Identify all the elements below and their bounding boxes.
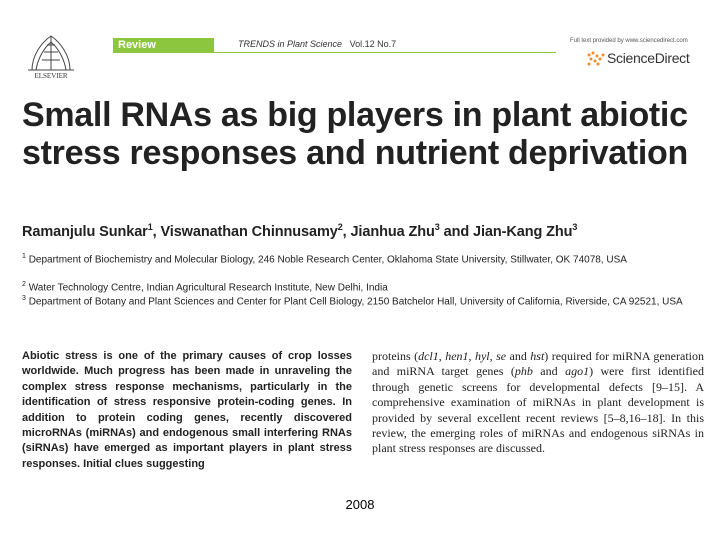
sciencedirect-brand: ScienceDirect [607, 50, 690, 66]
journal-name: TRENDS in Plant Science [238, 39, 343, 49]
affiliation-3 [22, 292, 712, 308]
affiliation-number: 2 [22, 281, 26, 288]
abstract-text: Abiotic stress is one of the primary causes of crop losses worldwide. Much progress has been made in unraveling the complex stress response mechanisms, particularly in the identification of stress responsive protein-coding genes. In addition to protein coding genes, recently discovered microRNAs (miRNAs) and endogenous small interfering RNAs (siRNAs) have emerged as important players in plant stress responses. Initial clues suggesting [22, 350, 352, 470]
affiliation-text: Department of Botany and Plant Sciences and Center for Plant Cell Biology, 2150 Batchelor Hall, University of California, Riverside, CA 92521, USA [28, 296, 683, 308]
affiliation-number: 3 [22, 295, 26, 302]
gene-name: dcl1 [418, 349, 439, 363]
publication-year: 2008 [345, 497, 375, 512]
journal-volume: Vol.12 No.7 [349, 39, 397, 49]
author-affiliation-marker: 2 [337, 222, 343, 232]
affiliation-number: 1 [22, 253, 26, 260]
author-affiliation-marker: 3 [572, 222, 578, 232]
elsevier-logo [22, 30, 80, 80]
author-name: Ramanjulu Sunkar [22, 223, 148, 240]
provided-by-text: Full text provided by www.sciencedirect.com [570, 38, 688, 44]
introduction-text: proteins (dcl1, hen1, hyl, se and hst) required for miRNA generation and miRNA target genes (phb and ago1) were first identified through genetic screens for developmental defects [9–15]. A comprehensive examination of miRNAs in plant development is provided by several excellent recent reviews [5–8,16–18]. In this review, the emerging roles of miRNAs and endogenous siRNAs in plant stress responses are discussed. [372, 349, 705, 456]
author-affiliation-marker: 1 [147, 222, 153, 232]
author-separator: , [152, 223, 161, 240]
affiliation-text: Department of Biochemistry and Molecular Biology, 246 Noble Research Center, Oklahoma State University, Stillwater, OK 74078, USA [28, 254, 627, 266]
elsevier-logo-text: ELSEVIER [34, 72, 68, 80]
sciencedirect-icon [585, 50, 607, 68]
gene-name: hst [530, 349, 545, 363]
journal-citation [238, 39, 396, 49]
affiliation-text: Water Technology Centre, Indian Agricultural Research Institute, New Delhi, India [28, 282, 388, 294]
author-name: Jianhua Zhu [350, 223, 435, 240]
article-title: Small RNAs as big players in plant abiotic stress responses and nutrient deprivation [22, 96, 688, 172]
author-separator-last: and [439, 223, 474, 240]
gene-name: hyl [474, 349, 490, 363]
gene-name: ago1 [565, 364, 590, 379]
author-affiliation-marker: 3 [434, 222, 440, 232]
gene-name: phb [514, 364, 533, 379]
header-rule [214, 52, 556, 53]
affiliation-1 [22, 250, 712, 266]
author-name: Viswanathan Chinnusamy [160, 223, 338, 240]
review-label-text: Review [118, 39, 156, 51]
author-list [22, 222, 712, 240]
review-section-label [113, 38, 214, 53]
gene-name: se [496, 349, 507, 363]
author-separator: , [342, 223, 351, 240]
gene-name: hen1 [445, 349, 469, 363]
author-name: Jian-Kang Zhu [473, 223, 573, 240]
